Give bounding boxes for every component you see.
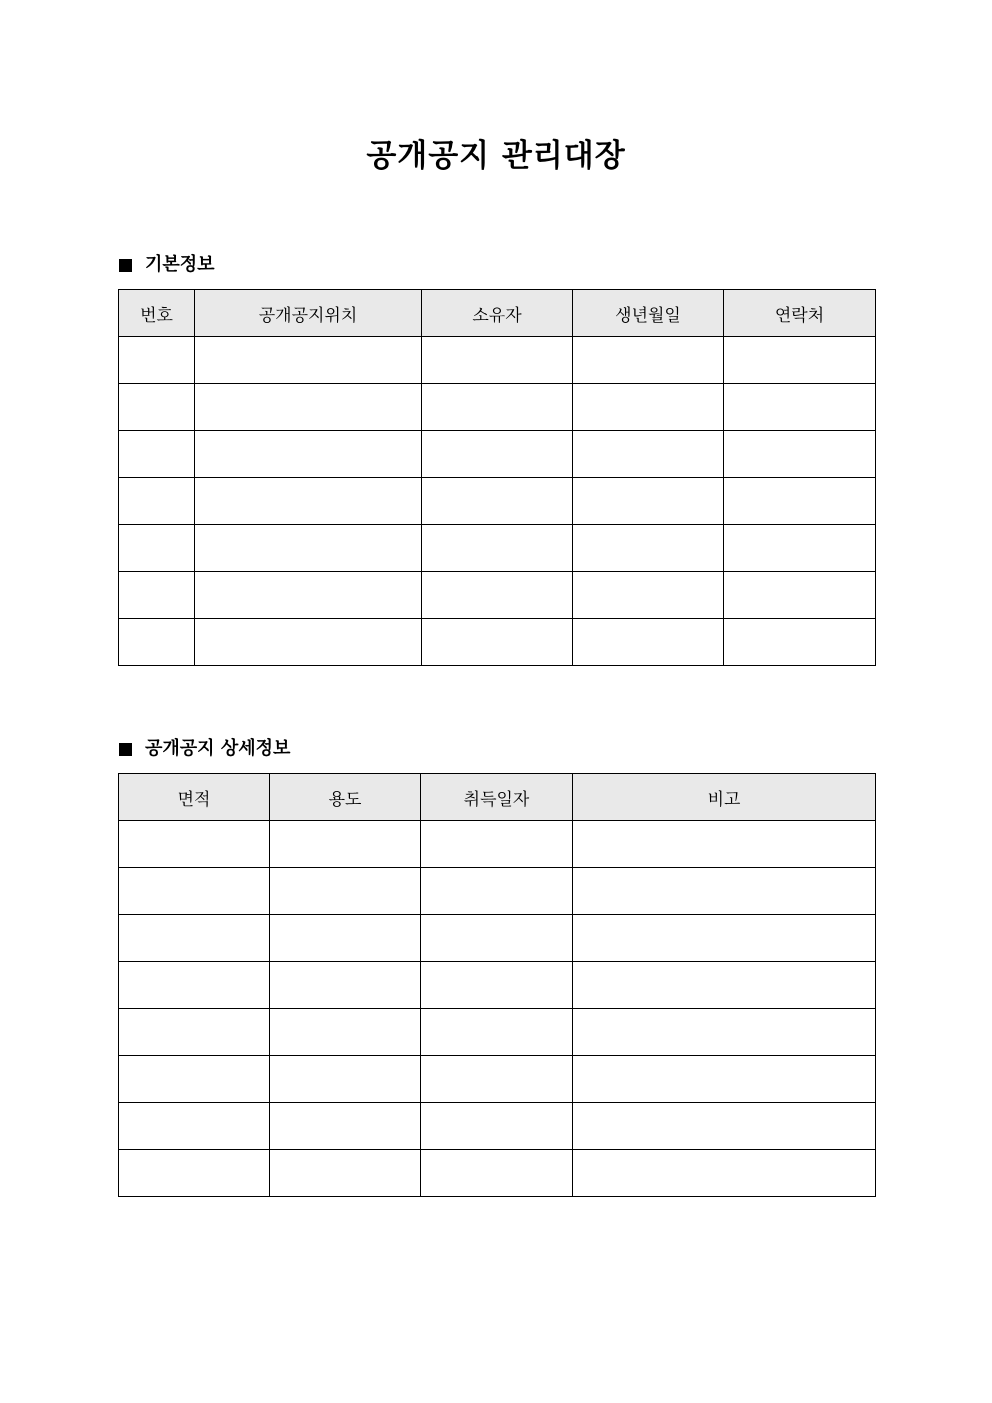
table-cell[interactable] (573, 525, 724, 572)
column-header-usage: 용도 (270, 774, 421, 821)
column-header-acquisition-date: 취득일자 (421, 774, 573, 821)
table-cell[interactable] (270, 1056, 421, 1103)
section-title-basic-info (119, 253, 215, 277)
table-cell[interactable] (270, 1103, 421, 1150)
table-cell[interactable] (573, 1150, 876, 1197)
table-cell[interactable] (573, 1009, 876, 1056)
table-cell[interactable] (422, 478, 573, 525)
table-row (119, 384, 876, 431)
table-cell[interactable] (421, 821, 573, 868)
square-bullet-icon (119, 259, 132, 272)
table-cell[interactable] (573, 384, 724, 431)
table-row (119, 962, 876, 1009)
section-title-label: 공개공지 상세정보 (145, 738, 291, 759)
table-cell[interactable] (119, 1103, 270, 1150)
table-cell[interactable] (724, 619, 876, 666)
table-cell[interactable] (195, 525, 422, 572)
table-cell[interactable] (573, 1056, 876, 1103)
table-cell[interactable] (119, 384, 195, 431)
table-cell[interactable] (270, 1009, 421, 1056)
table-row (119, 478, 876, 525)
table-cell[interactable] (422, 572, 573, 619)
table-row (119, 868, 876, 915)
section-title-detail-info (119, 737, 290, 761)
table-cell[interactable] (422, 337, 573, 384)
table-cell[interactable] (195, 619, 422, 666)
table-cell[interactable] (422, 525, 573, 572)
table-cell[interactable] (724, 525, 876, 572)
table-cell[interactable] (421, 1009, 573, 1056)
table-cell[interactable] (573, 478, 724, 525)
table-cell[interactable] (573, 915, 876, 962)
table-cell[interactable] (421, 1150, 573, 1197)
table-cell[interactable] (119, 868, 270, 915)
table-cell[interactable] (119, 821, 270, 868)
table-cell[interactable] (421, 868, 573, 915)
table-cell[interactable] (119, 962, 270, 1009)
table-row (119, 1009, 876, 1056)
table-row (119, 1056, 876, 1103)
table-row (119, 1103, 876, 1150)
table-cell[interactable] (724, 431, 876, 478)
column-header-number: 번호 (119, 290, 195, 337)
table-cell[interactable] (422, 619, 573, 666)
table-row (119, 821, 876, 868)
table-cell[interactable] (573, 619, 724, 666)
table-cell[interactable] (119, 1150, 270, 1197)
table-cell[interactable] (724, 572, 876, 619)
detail-info-table (118, 773, 876, 1197)
column-header-birthdate: 생년월일 (573, 290, 724, 337)
table-cell[interactable] (270, 868, 421, 915)
square-bullet-icon (119, 743, 132, 756)
section-title-label: 기본정보 (145, 254, 215, 275)
table-cell[interactable] (119, 478, 195, 525)
table-cell[interactable] (422, 431, 573, 478)
table-cell[interactable] (119, 431, 195, 478)
table-cell[interactable] (119, 1056, 270, 1103)
column-header-remarks: 비고 (573, 774, 876, 821)
table-row (119, 619, 876, 666)
table-cell[interactable] (270, 821, 421, 868)
table-row (119, 337, 876, 384)
column-header-location: 공개공지위치 (195, 290, 422, 337)
table-row (119, 1150, 876, 1197)
table-cell[interactable] (421, 1056, 573, 1103)
table-cell[interactable] (195, 431, 422, 478)
table-cell[interactable] (119, 525, 195, 572)
table-cell[interactable] (421, 915, 573, 962)
table-cell[interactable] (724, 337, 876, 384)
table-cell[interactable] (573, 868, 876, 915)
table-cell[interactable] (119, 337, 195, 384)
column-header-contact: 연락처 (724, 290, 876, 337)
page-title: 공개공지 관리대장 (366, 138, 626, 174)
table-cell[interactable] (119, 572, 195, 619)
table-cell[interactable] (195, 572, 422, 619)
table-cell[interactable] (270, 962, 421, 1009)
table-row (119, 431, 876, 478)
table-cell[interactable] (573, 962, 876, 1009)
table-cell[interactable] (421, 962, 573, 1009)
table-cell[interactable] (573, 337, 724, 384)
table-cell[interactable] (119, 1009, 270, 1056)
table-cell[interactable] (195, 384, 422, 431)
table-header-row (119, 290, 876, 337)
table-header-row (119, 774, 876, 821)
table-row (119, 525, 876, 572)
basic-info-table (118, 289, 876, 666)
table-cell[interactable] (195, 337, 422, 384)
table-cell[interactable] (573, 572, 724, 619)
column-header-owner: 소유자 (422, 290, 573, 337)
table-cell[interactable] (270, 915, 421, 962)
table-cell[interactable] (573, 1103, 876, 1150)
table-cell[interactable] (195, 478, 422, 525)
table-cell[interactable] (573, 431, 724, 478)
table-cell[interactable] (573, 821, 876, 868)
table-cell[interactable] (724, 384, 876, 431)
table-cell[interactable] (119, 915, 270, 962)
table-cell[interactable] (421, 1103, 573, 1150)
column-header-area: 면적 (119, 774, 270, 821)
table-cell[interactable] (119, 619, 195, 666)
table-cell[interactable] (724, 478, 876, 525)
table-row (119, 572, 876, 619)
table-cell[interactable] (270, 1150, 421, 1197)
table-cell[interactable] (422, 384, 573, 431)
table-row (119, 915, 876, 962)
